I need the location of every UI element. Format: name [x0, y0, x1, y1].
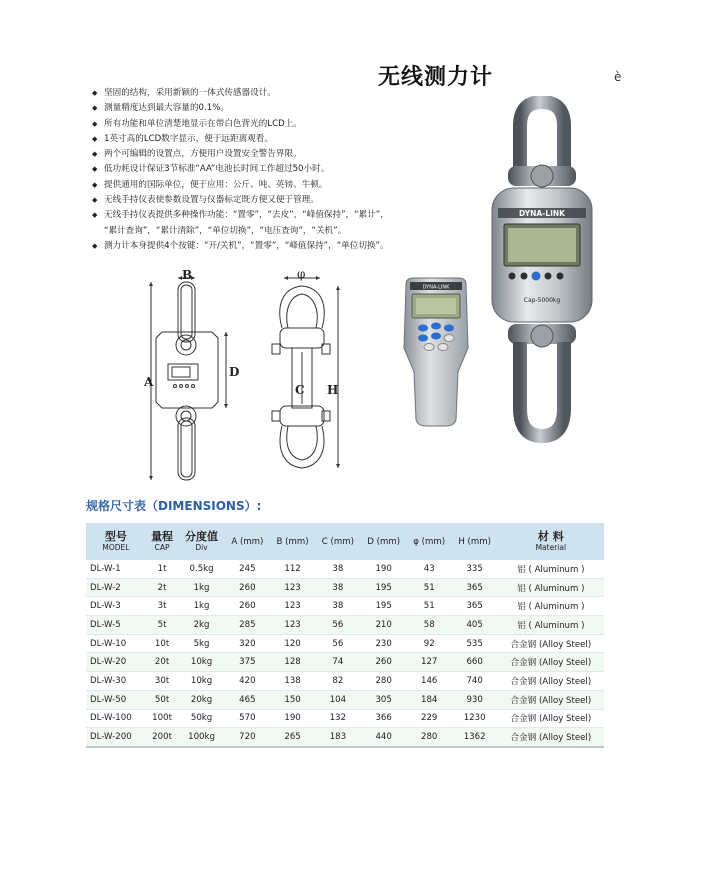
table-cell: 合金钢 (Alloy Steel) [498, 672, 604, 691]
table-row [86, 634, 604, 653]
column-header-en: C (mm) [321, 536, 354, 547]
bullet-diamond-icon: ◆ [92, 104, 98, 113]
feature-text: 无线手持仪表使参数设置与仪器标定既方便又便于管理。 [104, 195, 319, 206]
feature-text: 坚固的结构，采用新颖的一体式传感器设计。 [104, 88, 276, 98]
bullet-diamond-icon: ◆ [92, 134, 98, 143]
dynamometer-image [478, 96, 608, 456]
table-cell: 43 [407, 560, 452, 578]
table-cell: 930 [452, 690, 498, 709]
table-row [86, 560, 604, 578]
column-header [407, 523, 452, 560]
table-cell: 30t [146, 672, 179, 691]
table-cell: 铝 ( Aluminum ) [498, 560, 604, 578]
side-view-drawing [264, 266, 354, 480]
feature-item [92, 86, 492, 101]
feature-text: 测量精度达到最大容量的0.1%。 [104, 103, 229, 114]
feature-item [92, 132, 492, 147]
table-cell: 210 [361, 616, 407, 635]
column-header-en: MODEL [102, 543, 130, 552]
table-cell: 1kg [178, 597, 224, 616]
column-header-cn: 量程 [151, 530, 174, 543]
table-cell: 420 [225, 672, 270, 691]
table-cell: DL-W-2 [86, 578, 146, 597]
capacity-label: Cap-5000kg [523, 297, 561, 304]
table-cell: 20t [146, 653, 179, 672]
feature-item [92, 147, 492, 162]
column-header-en: φ (mm) [413, 536, 446, 547]
table-cell: 100kg [178, 728, 224, 747]
label-a: A [144, 375, 154, 389]
table-cell: 660 [452, 653, 498, 672]
table-cell: 535 [452, 634, 498, 653]
table-cell: 570 [225, 709, 270, 728]
table-cell: 365 [452, 578, 498, 597]
table-row [86, 672, 604, 691]
table-cell: 190 [270, 709, 315, 728]
table-cell: 5kg [178, 634, 224, 653]
table-cell: 1230 [452, 709, 498, 728]
table-cell: DL-W-50 [86, 690, 146, 709]
table-cell: 123 [270, 616, 315, 635]
feature-text: 所有功能和单位清楚地显示在带白色背光的LCD上。 [104, 118, 302, 129]
feature-item-continuation: “累计查询”，“累计清除”，“单位切换”，“电压查询”，“关机”。 [104, 225, 347, 236]
table-cell: DL-W-3 [86, 597, 146, 616]
table-cell: 184 [407, 690, 452, 709]
table-cell: 190 [361, 560, 407, 578]
table-cell: 365 [452, 597, 498, 616]
table-cell: 104 [315, 690, 360, 709]
bullet-diamond-icon: ◆ [92, 89, 98, 97]
column-header [86, 523, 146, 560]
table-cell: 合金钢 (Alloy Steel) [498, 690, 604, 709]
table-cell: 405 [452, 616, 498, 635]
handheld-remote-image [396, 276, 478, 428]
table-cell: 51 [407, 578, 452, 597]
table-cell: 合金钢 (Alloy Steel) [498, 653, 604, 672]
feature-item [92, 117, 492, 132]
table-cell: 38 [315, 597, 360, 616]
table-cell: 10kg [178, 672, 224, 691]
table-cell: 20kg [178, 690, 224, 709]
table-cell: 720 [225, 728, 270, 747]
table-cell: DL-W-5 [86, 616, 146, 635]
table-cell: 10t [146, 634, 179, 653]
feature-list [92, 86, 492, 254]
table-cell: 132 [315, 709, 360, 728]
column-header-en: Div [195, 543, 208, 552]
bullet-diamond-icon: ◆ [92, 211, 98, 220]
table-cell: DL-W-30 [86, 672, 146, 691]
feature-text: 无线手持仪表提供多种操作功能：“置零”，“去皮”，“峰值保持”，“累计”， [104, 210, 389, 221]
table-row [86, 653, 604, 672]
table-cell: 305 [361, 690, 407, 709]
table-row [86, 597, 604, 616]
table-cell: 200t [146, 728, 179, 747]
table-cell: 1t [146, 560, 179, 578]
table-cell: 123 [270, 597, 315, 616]
table-cell: 合金钢 (Alloy Steel) [498, 634, 604, 653]
table-cell: 112 [270, 560, 315, 578]
table-cell: 146 [407, 672, 452, 691]
column-header-cn: 材 料 [537, 530, 564, 543]
column-header-en: Material [535, 543, 567, 552]
table-cell: 82 [315, 672, 360, 691]
column-header-en: H (mm) [458, 536, 491, 547]
table-header-row [86, 523, 604, 560]
table-cell: 3t [146, 597, 179, 616]
bullet-diamond-icon: ◆ [92, 119, 98, 128]
table-cell: 150 [270, 690, 315, 709]
column-header-en: A (mm) [231, 536, 264, 547]
feature-item [92, 208, 492, 223]
label-phi: φ [297, 267, 306, 281]
table-cell: DL-W-10 [86, 634, 146, 653]
feature-text: 测力计本身提供4个按键：“开/关机”，“置零”，“峰值保持”，“单位切换”。 [104, 240, 389, 251]
table-cell: DL-W-20 [86, 653, 146, 672]
table-cell: 260 [225, 597, 270, 616]
table-cell: 120 [270, 634, 315, 653]
table-cell: 320 [225, 634, 270, 653]
column-header-cn: 型号 [104, 530, 127, 543]
table-cell: 合金钢 (Alloy Steel) [498, 709, 604, 728]
table-cell: 铝 ( Aluminum ) [498, 616, 604, 635]
table-cell: 50kg [178, 709, 224, 728]
column-header [498, 523, 604, 560]
feature-text: 1英寸高的LCD数字显示，便于远距离观看。 [104, 133, 273, 144]
table-cell: 2t [146, 578, 179, 597]
column-header [452, 523, 498, 560]
table-row [86, 616, 604, 635]
table-cell: 375 [225, 653, 270, 672]
device-brand-label: DYNA-LINK [519, 209, 565, 218]
table-cell: 265 [270, 728, 315, 747]
table-cell: 260 [225, 578, 270, 597]
feature-text: 低功耗设计保证3节标准“AA”电池长时间工作超过50小时。 [104, 164, 330, 175]
feature-text: 提供通用的国际单位，便于应用：公斤、吨、英镑、牛顿。 [104, 179, 328, 190]
table-cell: 56 [315, 616, 360, 635]
table-cell: 740 [452, 672, 498, 691]
table-cell: 92 [407, 634, 452, 653]
front-view-drawing [140, 268, 240, 490]
table-cell: 440 [361, 728, 407, 747]
table-cell: 335 [452, 560, 498, 578]
column-header [361, 523, 407, 560]
table-cell: DL-W-200 [86, 728, 146, 747]
column-header [270, 523, 315, 560]
bullet-diamond-icon: ◆ [92, 196, 98, 205]
table-cell: 74 [315, 653, 360, 672]
table-cell: 245 [225, 560, 270, 578]
table-cell: 127 [407, 653, 452, 672]
side-mark: è [614, 70, 622, 84]
bullet-diamond-icon: ◆ [92, 180, 98, 189]
table-cell: 280 [407, 728, 452, 747]
dimensions-table [86, 523, 604, 748]
table-cell: 38 [315, 560, 360, 578]
table-cell: 260 [361, 653, 407, 672]
column-header [146, 523, 179, 560]
table-cell: 285 [225, 616, 270, 635]
column-header-en: D (mm) [367, 536, 401, 547]
table-cell: 10kg [178, 653, 224, 672]
table-row [86, 728, 604, 747]
table-cell: 51 [407, 597, 452, 616]
table-cell: 合金钢 (Alloy Steel) [498, 728, 604, 747]
table-cell: 123 [270, 578, 315, 597]
feature-text: 两个可编辑的设置点，方便用户设置安全警告界限。 [104, 149, 302, 160]
table-cell: 5t [146, 616, 179, 635]
label-h: H [327, 383, 339, 397]
bullet-diamond-icon: ◆ [92, 165, 98, 174]
table-cell: 38 [315, 578, 360, 597]
column-header [225, 523, 270, 560]
table-cell: 280 [361, 672, 407, 691]
table-cell: 1362 [452, 728, 498, 747]
table-row [86, 690, 604, 709]
column-header [315, 523, 360, 560]
table-cell: 1kg [178, 578, 224, 597]
table-cell: DL-W-1 [86, 560, 146, 578]
column-header-en: B (mm) [276, 536, 309, 547]
table-cell: 铝 ( Aluminum ) [498, 578, 604, 597]
table-cell: 128 [270, 653, 315, 672]
table-cell: 465 [225, 690, 270, 709]
bullet-diamond-icon: ◆ [92, 241, 98, 250]
table-cell: 183 [315, 728, 360, 747]
feature-item [92, 178, 492, 193]
feature-item [92, 162, 492, 177]
table-row [86, 578, 604, 597]
column-header-en: CAP [154, 543, 170, 552]
table-cell: 56 [315, 634, 360, 653]
table-cell: 50t [146, 690, 179, 709]
feature-item [92, 193, 492, 208]
table-cell: 58 [407, 616, 452, 635]
bullet-diamond-icon: ◆ [92, 150, 98, 159]
label-d: D [229, 365, 240, 379]
column-header-cn: 分度值 [185, 530, 219, 543]
feature-item [92, 101, 492, 116]
table-cell: 138 [270, 672, 315, 691]
table-cell: 100t [146, 709, 179, 728]
remote-brand-label: DYNA-LINK [422, 284, 450, 291]
table-row [86, 709, 604, 728]
table-cell: 366 [361, 709, 407, 728]
dimensions-title: 规格尺寸表（DIMENSIONS）: [86, 499, 262, 513]
label-b: B [182, 268, 193, 282]
table-cell: 0.5kg [178, 560, 224, 578]
table-cell: 195 [361, 597, 407, 616]
column-header [178, 523, 224, 560]
table-cell: 229 [407, 709, 452, 728]
feature-item [92, 239, 492, 254]
table-cell: 195 [361, 578, 407, 597]
page-title: 无线测力计 [378, 64, 494, 90]
table-cell: 2kg [178, 616, 224, 635]
table-cell: 230 [361, 634, 407, 653]
table-cell: 铝 ( Aluminum ) [498, 597, 604, 616]
label-c: C [295, 383, 305, 397]
table-cell: DL-W-100 [86, 709, 146, 728]
